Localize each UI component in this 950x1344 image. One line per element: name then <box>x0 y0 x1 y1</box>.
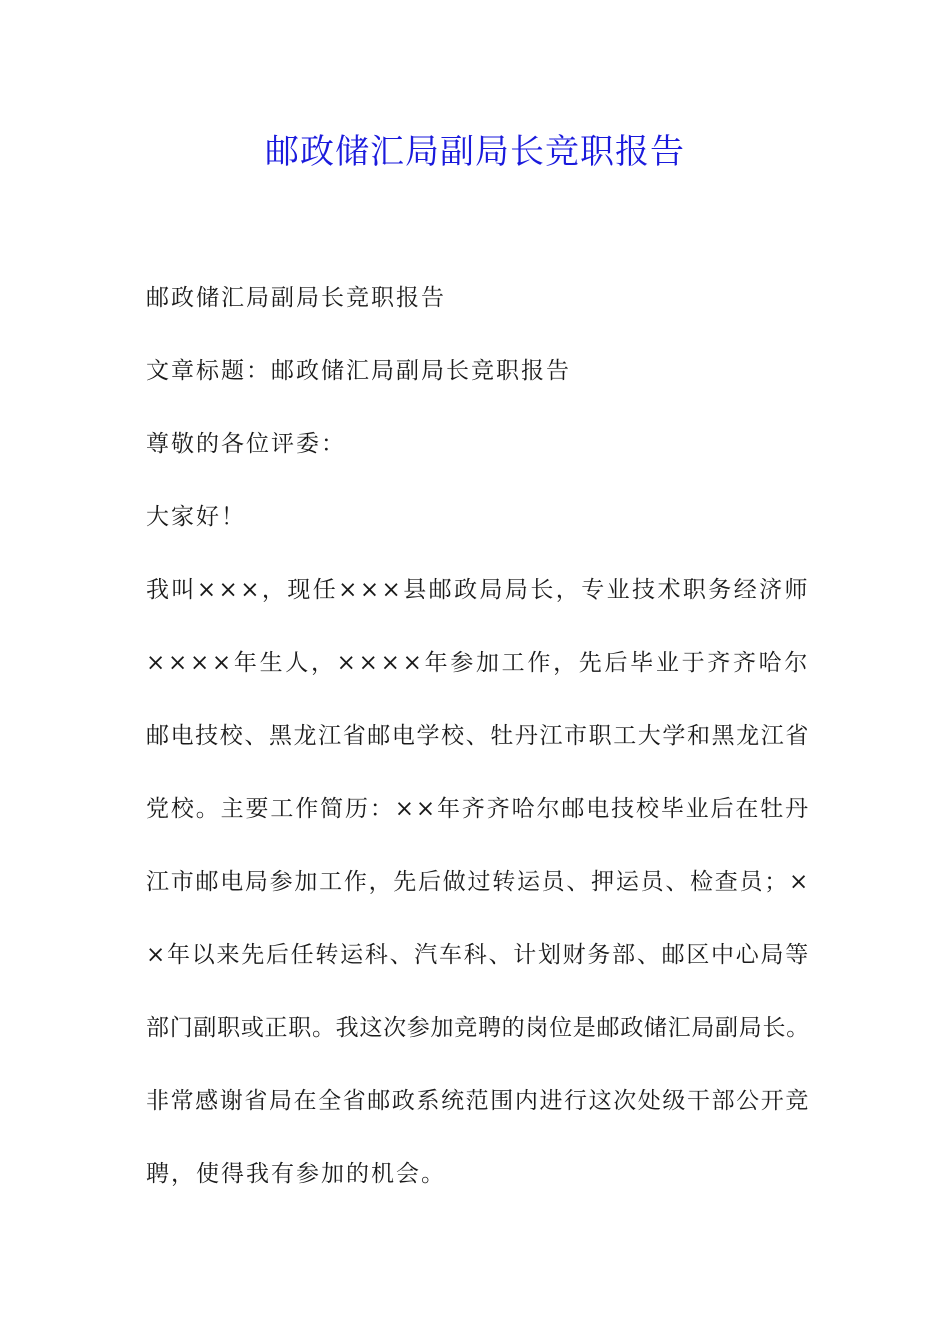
document-body <box>146 262 810 1211</box>
text-line: ×年以来先后任转运科、汽车科、计划财务部、邮区中心局等 <box>146 942 810 968</box>
text-line: 邮电技校、黑龙江省邮电学校、牡丹江市职工大学和黑龙江省 <box>146 723 810 749</box>
document-title: 邮政储汇局副局长竞职报告 <box>265 132 685 172</box>
paragraph-introduction <box>146 554 810 1211</box>
paragraph-greeting: 大家好！ <box>146 504 246 530</box>
text-line: 江市邮电局参加工作，先后做过转运员、押运员、检查员；× <box>146 869 810 895</box>
paragraph-article-title: 文章标题：邮政储汇局副局长竞职报告 <box>146 358 571 384</box>
text-line: ××××年生人，××××年参加工作，先后毕业于齐齐哈尔 <box>146 650 811 676</box>
text-line: 非常感谢省局在全省邮政系统范围内进行这次处级干部公开竞 <box>146 1088 810 1114</box>
paragraph-heading: 邮政储汇局副局长竞职报告 <box>146 285 446 311</box>
text-line: 党校。主要工作简历：××年齐齐哈尔邮电技校毕业后在牡丹 <box>146 796 811 822</box>
text-line: 我叫×××，现任×××县邮政局局长，专业技术职务经济师 <box>146 577 810 603</box>
text-line: 聘，使得我有参加的机会。 <box>146 1161 446 1187</box>
text-line: 部门副职或正职。我这次参加竞聘的岗位是邮政储汇局副局长。 <box>146 1015 810 1041</box>
paragraph-salutation: 尊敬的各位评委： <box>146 431 346 457</box>
